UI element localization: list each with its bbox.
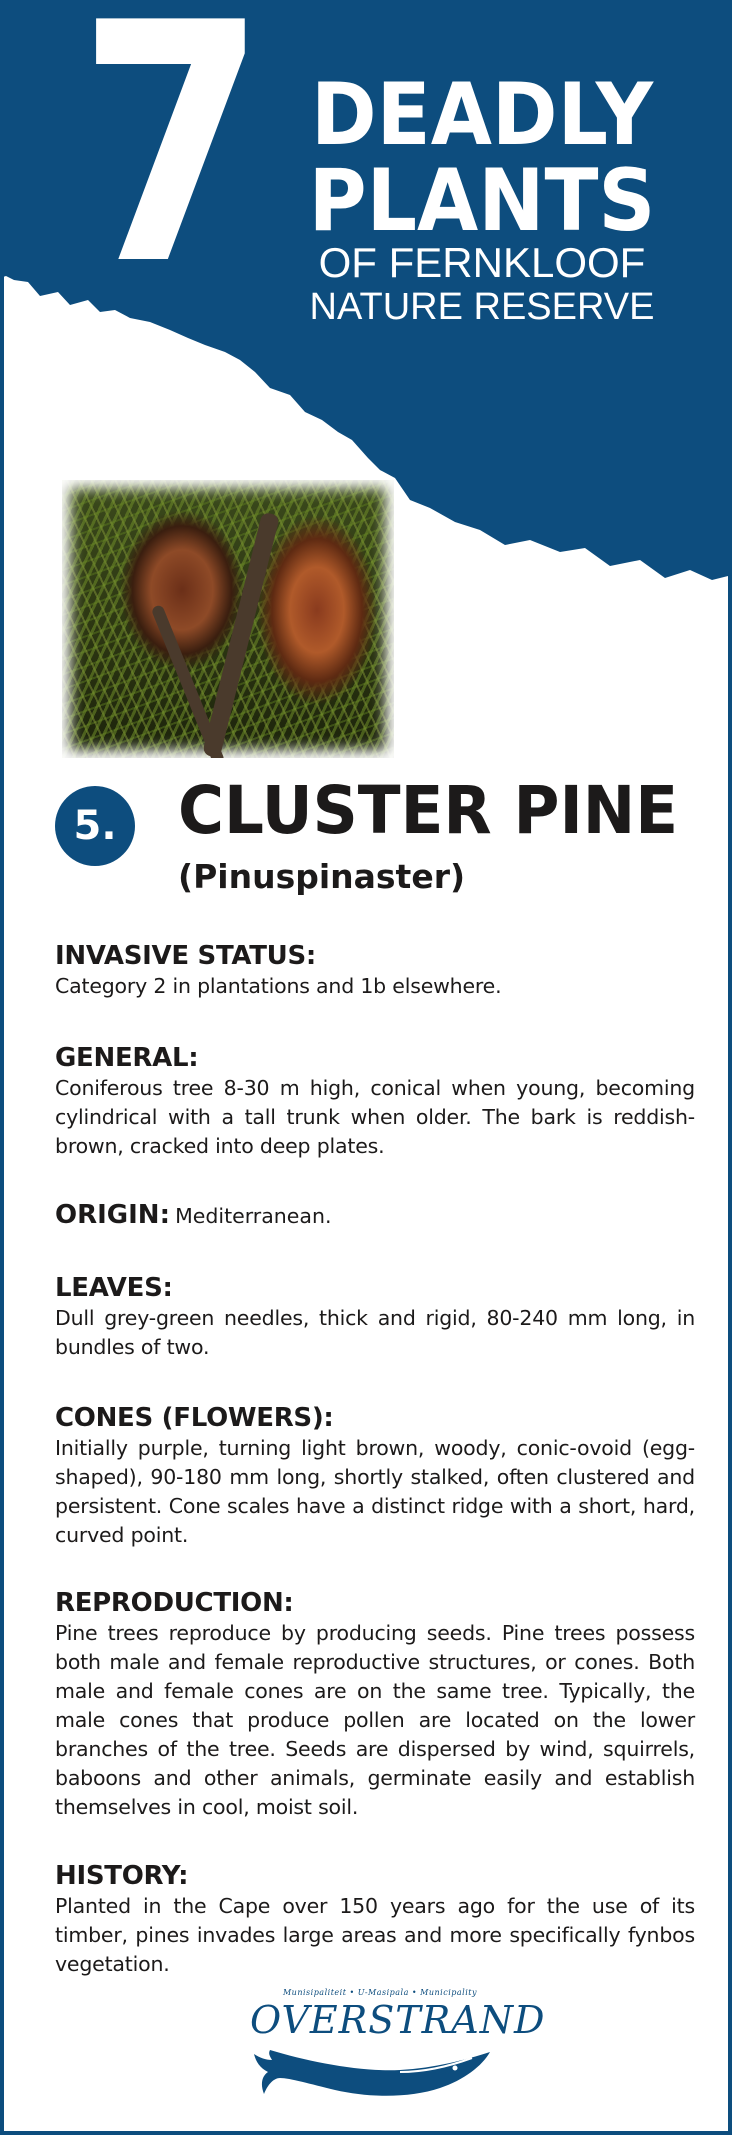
section-cones [55, 1402, 695, 1550]
section-heading: CONES (FLOWERS): [55, 1403, 334, 1433]
whale-icon [250, 2032, 510, 2108]
overstrand-logo [250, 1988, 546, 2108]
section-text: Planted in the Cape over 150 years ago for the use of its timber, pines invades large areas and more specifically fynbos vegetation. [55, 1894, 695, 1976]
logo-tagline: Munisipaliteit • U-Masipala • Municipality [282, 1988, 478, 1997]
section-history [55, 1860, 695, 1979]
section-text: Initially purple, turning light brown, woody, conic-ovoid (egg-shaped), 90-180 mm long, shortly stalked, often clustered and persistent. Cone scales have a distinct ridge with a short, hard, curved point. [55, 1436, 695, 1547]
plant-name: CLUSTER PINE [178, 772, 679, 849]
section-heading: HISTORY: [55, 1861, 189, 1891]
plant-latin-name: (Pinuspinaster) [178, 857, 466, 896]
header-subtitle-line2: NATURE RESERVE [309, 286, 655, 328]
section-text: Mediterranean. [175, 1204, 332, 1228]
header-number: 7 [78, 0, 259, 337]
section-invasive-status [55, 940, 695, 1001]
header-title-line1: DEADLY [310, 65, 654, 165]
section-heading: GENERAL: [55, 1043, 199, 1073]
section-text: Dull grey-green needles, thick and rigid, 80-240 mm long, in bundles of two. [55, 1306, 695, 1359]
section-heading: LEAVES: [55, 1273, 173, 1303]
section-heading: REPRODUCTION: [55, 1588, 294, 1618]
section-reproduction [55, 1587, 695, 1822]
section-general [55, 1042, 695, 1161]
logo-name: OVERSTRAND [250, 1998, 546, 2042]
section-text: Pine trees reproduce by producing seeds. Pine trees possess both male and female reproductive structures, or cones. Both male and female cones are on the same tree. Typically, the male cones that produce pollen are located on the lower branches of the tree. Seeds are dispersed by wind, squirrels, baboons and other animals, germinate easily and establish themselves in cool, moist soil. [55, 1621, 695, 1819]
section-heading: ORIGIN: [55, 1200, 170, 1230]
section-heading: INVASIVE STATUS: [55, 941, 316, 971]
section-origin [55, 1200, 695, 1230]
section-leaves [55, 1272, 695, 1362]
header-subtitle-line1: OF FERNKLOOF [318, 239, 646, 286]
section-text: Category 2 in plantations and 1b elsewhere. [55, 974, 502, 998]
header-title-line2: PLANTS [308, 151, 656, 251]
pine-cone-photo [62, 480, 394, 758]
plant-number-badge: 5. [55, 786, 135, 866]
section-text: Coniferous tree 8-30 m high, conical when young, becoming cylindrical with a tall trunk when older. The bark is reddish-brown, cracked into deep plates. [55, 1076, 695, 1158]
